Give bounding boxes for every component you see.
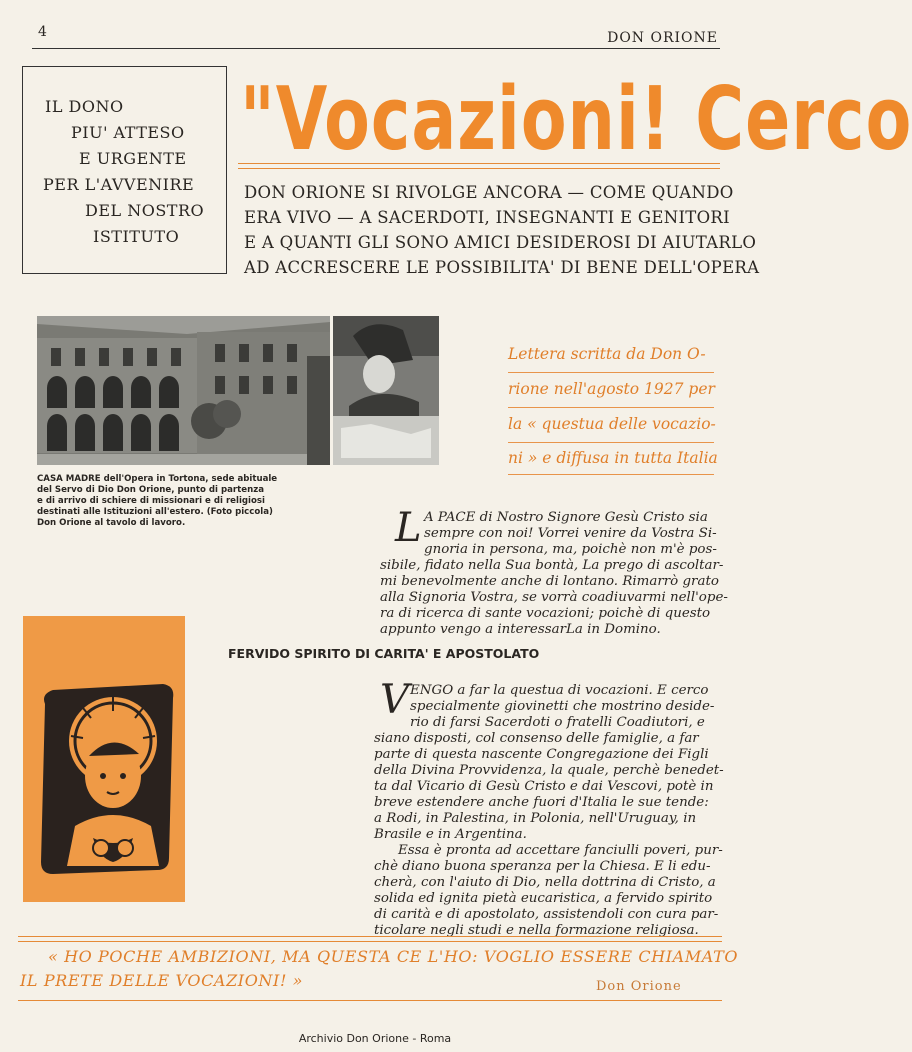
photo-caption-line: CASA MADRE dell'Opera in Tortona, sede abituale <box>37 474 278 484</box>
child-illustration <box>23 616 185 902</box>
quote-line: « HO POCHE AMBIZIONI, MA QUESTA CE L'HO: VOGLIO ESSERE CHIAMATO <box>48 947 739 966</box>
note-rule <box>508 442 714 443</box>
body-line: parte di questa nascente Congregazione dei Figli <box>374 747 709 762</box>
intro-line: ISTITUTO <box>93 227 180 246</box>
running-title: DON ORIONE <box>607 30 718 46</box>
subheadline-line: AD ACCRESCERE LE POSSIBILITA' DI BENE DELL'OPERA <box>244 258 760 277</box>
body-line: siano disposti, col consenso delle famiglie, a far <box>374 731 699 746</box>
body-line: Essa è pronta ad accettare fanciulli poveri, pur- <box>398 843 723 858</box>
letter-line: gnoria in persona, ma, poichè non m'è pos- <box>424 542 717 557</box>
building-illustration <box>37 316 330 465</box>
intro-line: DEL NOSTRO <box>85 201 205 220</box>
letter-line: alla Signoria Vostra, se vorrà coadiuvarmi nell'ope- <box>380 590 728 605</box>
quote-signature: Don Orione <box>596 979 682 994</box>
letter-line: sempre con noi! Vorrei venire da Vostra Si- <box>424 526 717 541</box>
body-line: solida ed ignita pietà eucaristica, a fervido spirito <box>374 891 713 906</box>
intro-box <box>22 66 227 274</box>
letter-note-line: Lettera scritta da Don O- <box>508 345 706 363</box>
page-number: 4 <box>38 24 47 40</box>
body-line: chè diano buona speranza per la Chiesa. E li edu- <box>374 859 711 874</box>
body-line: specialmente giovinetti che mostrino deside- <box>410 699 715 714</box>
note-rule <box>508 407 714 408</box>
letter-line: mi benevolmente anche di lontano. Rimarrò grato <box>380 574 719 589</box>
header-rule <box>32 48 720 49</box>
photo-caption-line: del Servo di Dio Don Orione, punto di partenza <box>37 485 265 495</box>
headline-rule <box>238 163 720 164</box>
letter-line: ra di ricerca di sante vocazioni; poichè di questo <box>380 606 711 621</box>
don-orione-photo <box>333 316 439 465</box>
body-line: ticolare negli studi e nella formazione religiosa. <box>374 923 699 938</box>
body-line: di carità e di apostolato, assistendoli con cura par- <box>374 907 719 922</box>
portrait-illustration <box>333 316 439 465</box>
note-rule <box>508 474 714 475</box>
letter-note-line: rione nell'agosto 1927 per <box>508 380 715 398</box>
intro-line: IL DONO <box>45 97 124 116</box>
quote-rule <box>18 941 722 942</box>
headline: "Vocazioni! Cerco <box>240 68 912 171</box>
casa-madre-photo <box>37 316 330 465</box>
dropcap-v: V <box>380 677 409 723</box>
photo-caption-line: destinati alle Istituzioni all'estero. (Foto piccola) <box>37 507 273 517</box>
letter-line: appunto vengo a interessarLa in Domino. <box>380 622 661 637</box>
quote-line: IL PRETE DELLE VOCAZIONI! » <box>20 971 304 990</box>
letter-line: A PACE di Nostro Signore Gesù Cristo sia <box>424 510 708 525</box>
body-line: a Rodi, in Palestina, in Polonia, nell'Uruguay, in <box>374 811 697 826</box>
dropcap-l: L <box>395 505 422 551</box>
quote-rule <box>18 1000 722 1001</box>
letter-line: sibile, fidato nella Sua bontà, La prego di ascoltar- <box>380 558 724 573</box>
child-halo-drawing <box>23 616 185 902</box>
subheadline-line: DON ORIONE SI RIVOLGE ANCORA — COME QUANDO <box>244 183 734 202</box>
letter-note-line: la « questua delle vocazio- <box>508 415 716 433</box>
body-line: breve estendere anche fuori d'Italia le sue tende: <box>374 795 709 810</box>
body-line: rio di farsi Sacerdoti o fratelli Coadiutori, e <box>410 715 705 730</box>
subheadline-line: ERA VIVO — A SACERDOTI, INSEGNANTI E GENITORI <box>244 208 730 227</box>
photo-caption-line: e di arrivo di schiere di missionari e di religiosi <box>37 496 265 506</box>
photo-caption-line: Don Orione al tavolo di lavoro. <box>37 518 186 528</box>
archive-footer: Archivio Don Orione - Roma <box>298 1032 452 1045</box>
body-line: della Divina Provvidenza, la quale, perchè benedet- <box>374 763 724 778</box>
note-rule <box>508 372 714 373</box>
intro-line: PER L'AVVENIRE <box>43 175 195 194</box>
intro-line: E URGENTE <box>79 149 187 168</box>
body-line: ENGO a far la questua di vocazioni. E cerco <box>410 683 709 698</box>
body-line: Brasile e in Argentina. <box>374 827 527 842</box>
body-line: cherà, con l'aiuto di Dio, nella dottrina di Cristo, a <box>374 875 716 890</box>
subheadline-line: E A QUANTI GLI SONO AMICI DESIDEROSI DI AIUTARLO <box>244 233 757 252</box>
intro-line: PIU' ATTESO <box>71 123 185 142</box>
body-line: ta dal Vicario di Gesù Cristo e dai Vescovi, potè in <box>374 779 714 794</box>
section-heading: FERVIDO SPIRITO DI CARITA' E APOSTOLATO <box>228 646 540 661</box>
letter-note-line: ni » e diffusa in tutta Italia <box>508 449 718 467</box>
quote-rule <box>18 936 722 937</box>
headline-rule <box>238 168 720 169</box>
